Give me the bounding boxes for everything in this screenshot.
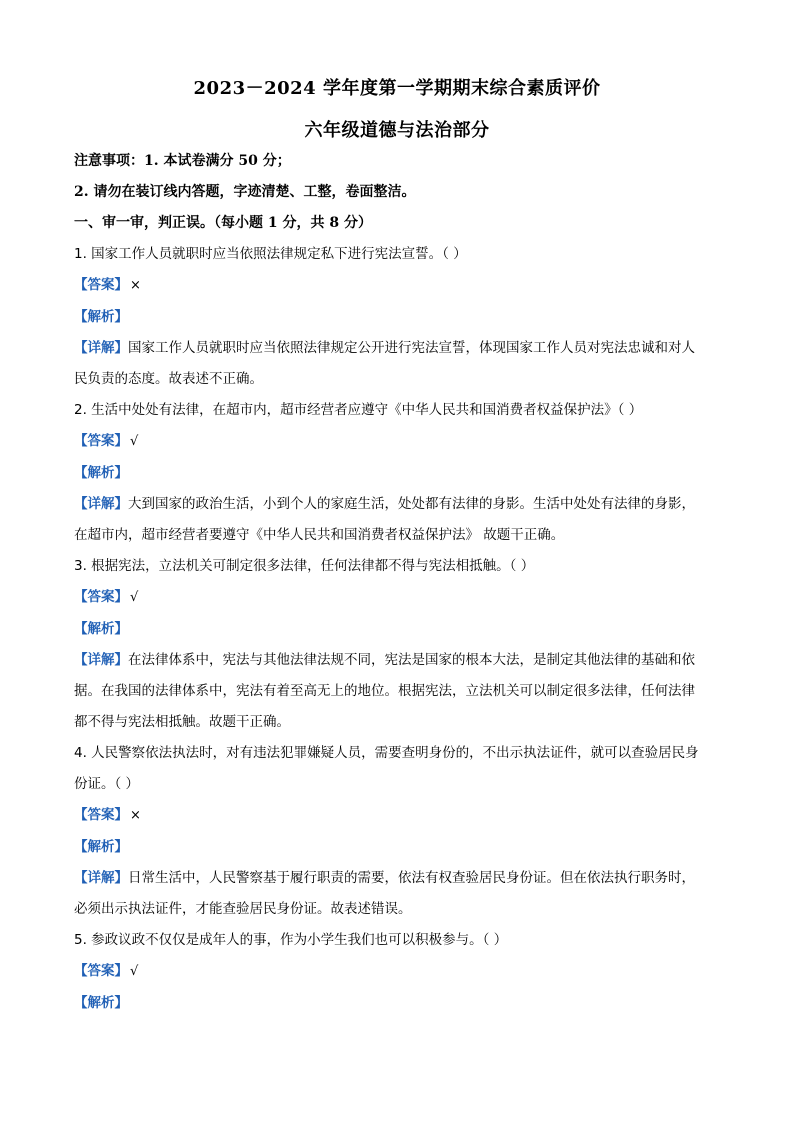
answer-row-2 bbox=[74, 430, 724, 453]
answer-mark: × bbox=[130, 808, 141, 823]
answer-label: 【答案】 bbox=[74, 589, 128, 605]
notes-line-1: 注意事项：1. 本试卷满分 50 分； bbox=[74, 153, 291, 169]
question-2: 2. 生活中处处有法律，在超市内，超市经营者应遵守《中华人民共和国消费者权益保护法》（ ） bbox=[74, 402, 643, 418]
detail-row-4a bbox=[74, 867, 724, 889]
answer-row-1 bbox=[74, 274, 724, 297]
analysis-row-5 bbox=[74, 992, 724, 1014]
detail-label: 【详解】 bbox=[74, 340, 128, 356]
detail-text: 大到国家的政治生活，小到个人的家庭生活，处处都有法律的身影。生活中处处有法律的身影， bbox=[128, 496, 695, 512]
analysis-label: 【解析】 bbox=[74, 309, 128, 325]
answer-row-4 bbox=[74, 804, 724, 827]
analysis-label: 【解析】 bbox=[74, 995, 128, 1011]
detail-label: 【详解】 bbox=[74, 496, 128, 512]
question-1: 1. 国家工作人员就职时应当依照法律规定私下进行宪法宣誓。（ ） bbox=[74, 246, 467, 262]
answer-row-3 bbox=[74, 586, 724, 609]
analysis-row-3 bbox=[74, 618, 724, 640]
detail-text: 日常生活中，人民警察基于履行职责的需要，依法有权查验居民身份证。但在依法执行职务时， bbox=[128, 870, 695, 886]
answer-mark: √ bbox=[130, 434, 139, 449]
answer-label: 【答案】 bbox=[74, 807, 128, 823]
answer-mark: √ bbox=[130, 964, 139, 979]
question-3: 3. 根据宪法，立法机关可制定很多法律，任何法律都不得与宪法相抵触。（ ） bbox=[74, 558, 535, 574]
answer-mark: × bbox=[130, 278, 141, 293]
detail-row-3a bbox=[74, 649, 724, 671]
detail-text: 在法律体系中，宪法与其他法律法规不同，宪法是国家的根本大法，是制定其他法律的基础和依 bbox=[128, 652, 695, 668]
question-4b: 份证。（ ） bbox=[74, 776, 140, 792]
detail-label: 【详解】 bbox=[74, 870, 128, 886]
page-subtitle: 六年级道德与法治部分 bbox=[304, 120, 490, 141]
detail-row-2a bbox=[74, 493, 724, 515]
answer-label: 【答案】 bbox=[74, 433, 128, 449]
question-4a: 4. 人民警察依法执法时，对有违法犯罪嫌疑人员，需要查明身份的，不出示执法证件，就可以查验居民身 bbox=[74, 745, 699, 761]
detail-label: 【详解】 bbox=[74, 652, 128, 668]
detail-row-1a bbox=[74, 337, 724, 359]
question-5: 5. 参政议政不仅仅是成年人的事，作为小学生我们也可以积极参与。（ ） bbox=[74, 932, 508, 948]
analysis-label: 【解析】 bbox=[74, 621, 128, 637]
analysis-row-2 bbox=[74, 462, 724, 484]
analysis-label: 【解析】 bbox=[74, 465, 128, 481]
detail-row-4b: 必须出示执法证件，才能查验居民身份证。故表述错误。 bbox=[74, 901, 412, 917]
detail-text: 国家工作人员就职时应当依照法律规定公开进行宪法宣誓，体现国家工作人员对宪法忠诚和对人 bbox=[128, 340, 695, 356]
analysis-row-4 bbox=[74, 836, 724, 858]
page-title: 2023－2024 学年度第一学期期末综合素质评价 bbox=[193, 78, 601, 99]
answer-label: 【答案】 bbox=[74, 277, 128, 293]
detail-row-3b: 据。在我国的法律体系中，宪法有着至高无上的地位。根据宪法，立法机关可以制定很多法律，任何法律 bbox=[74, 683, 695, 699]
section-heading: 一、审一审，判正误。（每小题 1 分，共 8 分） bbox=[74, 215, 372, 231]
answer-mark: √ bbox=[130, 590, 139, 605]
answer-label: 【答案】 bbox=[74, 963, 128, 979]
analysis-label: 【解析】 bbox=[74, 839, 128, 855]
notes-line-2: 2. 请勿在装订线内答题，字迹清楚、工整，卷面整洁。 bbox=[74, 184, 416, 200]
answer-row-5 bbox=[74, 960, 724, 983]
analysis-row-1 bbox=[74, 306, 724, 328]
detail-row-2b: 在超市内，超市经营者要遵守《中华人民共和国消费者权益保护法》 故题干正确。 bbox=[74, 527, 565, 543]
detail-row-3c: 都不得与宪法相抵触。故题干正确。 bbox=[74, 714, 290, 730]
detail-row-1b: 民负责的态度。故表述不正确。 bbox=[74, 371, 263, 387]
